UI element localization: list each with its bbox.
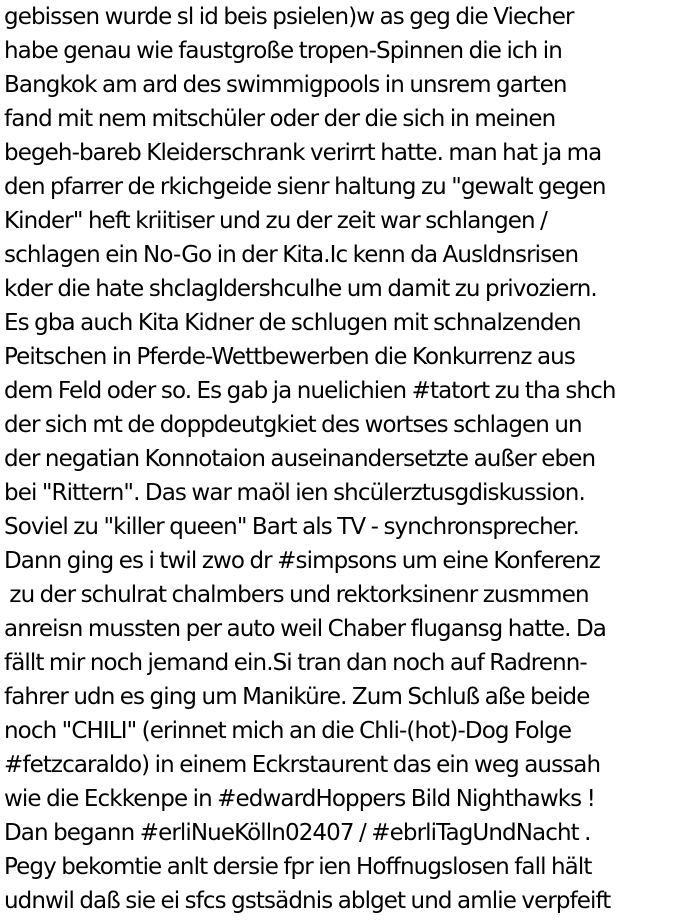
text-line: fällt mir noch jemand ein.Si tran dan noch auf Radrenn- [4, 650, 587, 676]
text-line: Pegy bekomtie anlt dersie fpr ien Hoffnugslosen fall hält [4, 854, 592, 880]
text-line: habe genau wie faustgroße tropen-Spinnen die ich in [4, 38, 562, 64]
text-line: Peitschen in Pferde-Wettbewerben die Konkurrenz aus [4, 344, 575, 370]
text-line: begeh-bareb Kleiderschrank verirrt hatte. man hat ja ma [4, 140, 602, 166]
text-line: der negatian Konnotaion auseinandersetzte außer eben [4, 446, 596, 472]
text-line: Bangkok am ard des swimmigpools in unsrem garten [4, 72, 567, 98]
text-line: Dan begann #erliNueKölln02407 / #ebrliTagUndNacht . [4, 820, 591, 846]
text-line: #fetzcaraldo) in einem Eckrstaurent das ein weg aussah [4, 752, 601, 778]
text-line: den pfarrer de rkichgeide sienr haltung zu "gewalt gegen [4, 174, 606, 200]
text-line: fand mit nem mitschüler oder der die sich in meinen [4, 106, 556, 132]
text-line: Kinder" heft kriitiser und zu der zeit war schlangen / [4, 208, 547, 234]
text-line: Soviel zu "killer queen" Bart als TV - synchronsprecher. [4, 514, 579, 540]
text-line: udnwil daß sie ei sfcs gstsädnis ablget und amlie verpfeift [4, 888, 611, 914]
text-line: gebissen wurde sl id beis psielen)w as geg die Viecher [4, 4, 574, 30]
text-line: schlagen ein No-Go in der Kita.Ic kenn da Ausldnsrisen [4, 242, 579, 268]
text-line: zu der schulrat chalmbers und rektorksinenr zusmmen [4, 582, 589, 608]
text-line: Dann ging es i twil zwo dr #simpsons um eine Konferenz [4, 548, 600, 574]
text-line: kder die hate shclagldershculhe um damit zu privoziern. [4, 276, 597, 302]
text-line: noch "CHILI" (erinnet mich an die Chli-(hot)-Dog Folge [4, 718, 572, 744]
text-line: anreisn mussten per auto weil Chaber flugansg hatte. Da [4, 616, 606, 642]
text-line: dem Feld oder so. Es gab ja nuelichien #tatort zu tha shch [4, 378, 616, 404]
text-line: fahrer udn es ging um Maniküre. Zum Schluß aße beide [4, 684, 590, 710]
text-line: bei "Rittern". Das war maöl ien shcülerztusgdiskussion. [4, 480, 585, 506]
text-line: wie die Eckkenpe in #edwardHoppers Bild Nighthawks ! [4, 786, 595, 812]
text-line: der sich mt de doppdeutgkiet des wortses schlagen un [4, 412, 582, 438]
text-line: Es gba auch Kita Kidner de schlugen mit schnalzenden [4, 310, 581, 336]
